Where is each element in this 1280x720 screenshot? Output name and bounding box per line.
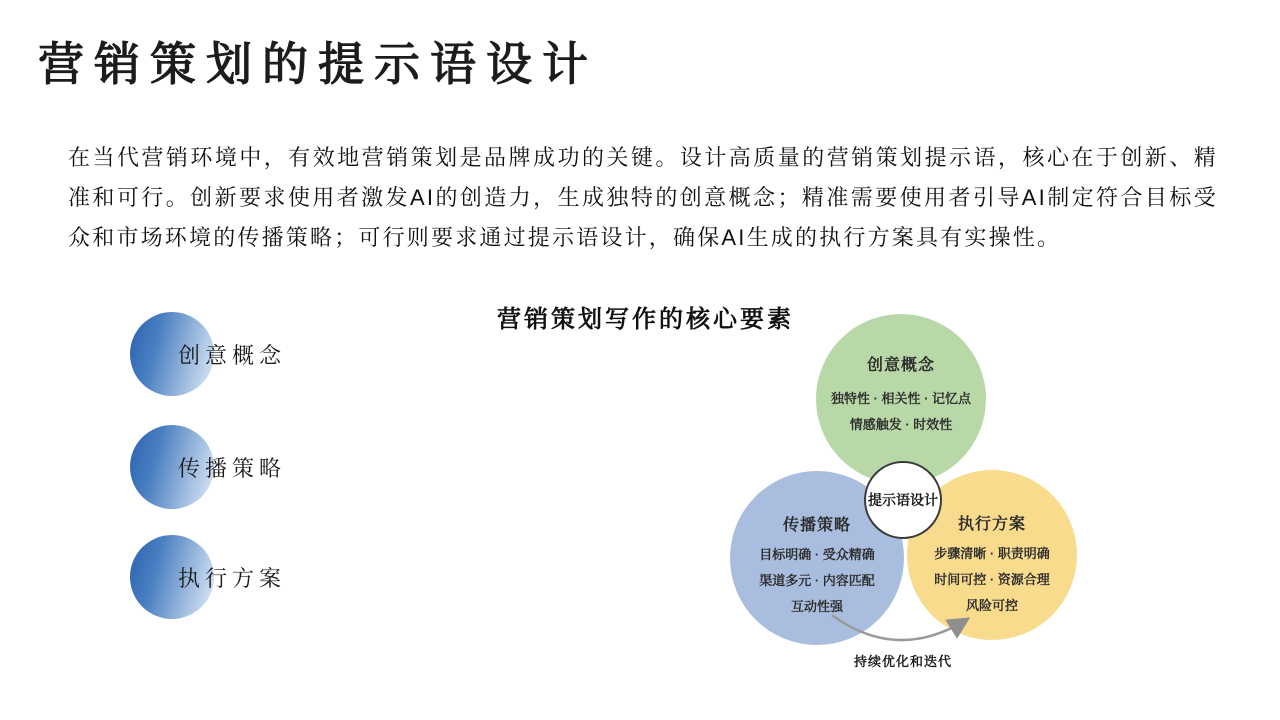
center-hub-label: 提示语设计 bbox=[864, 461, 942, 539]
list-item-communication-strategy bbox=[130, 425, 430, 509]
detail-line: 风险可控 bbox=[965, 598, 1018, 613]
venn-circle-heading: 传播策略 bbox=[782, 517, 851, 534]
detail-line: 步骤清晰 · 职责明确 bbox=[934, 546, 1050, 561]
venn-circle-details bbox=[816, 386, 986, 438]
iteration-arrow-icon bbox=[818, 604, 978, 656]
page-title: 营销策划的提示语设计 bbox=[38, 38, 598, 90]
detail-line: 目标明确 · 受众精确 bbox=[759, 547, 875, 562]
bullet-label: 传播策略 bbox=[178, 455, 287, 481]
iteration-arrow-path bbox=[833, 616, 966, 640]
list-item-creative-concept bbox=[130, 312, 430, 396]
venn-circle-heading: 执行方案 bbox=[957, 516, 1026, 533]
venn-circle-creative bbox=[814, 312, 988, 486]
iteration-caption: 持续优化和迭代 bbox=[853, 654, 952, 669]
bullet-label: 创意概念 bbox=[178, 342, 287, 368]
detail-line: 时间可控 · 资源合理 bbox=[934, 572, 1050, 587]
list-item-execution-plan bbox=[130, 535, 430, 619]
detail-line: 情感触发 · 时效性 bbox=[849, 417, 953, 432]
detail-line: 互动性强 bbox=[790, 599, 843, 614]
venn-circle-heading: 创意概念 bbox=[866, 357, 935, 374]
detail-line: 独特性 · 相关性 · 记忆点 bbox=[830, 391, 972, 406]
diagram-title: 营销策划写作的核心要素 bbox=[497, 306, 794, 333]
bullet-label: 执行方案 bbox=[178, 565, 287, 591]
intro-paragraph: 在当代营销环境中，有效地营销策划是品牌成功的关键。设计高质量的营销策划提示语，核心在于创新、精准和可行。创新要求使用者激发AI的创造力，生成独特的创意概念；精准需要使用者引导AI制定符合目标受众和市场环境的传播策略；可行则要求通过提示语设计，确保AI生成的执行方案具有实操性。 bbox=[68, 145, 1218, 250]
detail-line: 渠道多元 · 内容匹配 bbox=[759, 573, 875, 588]
